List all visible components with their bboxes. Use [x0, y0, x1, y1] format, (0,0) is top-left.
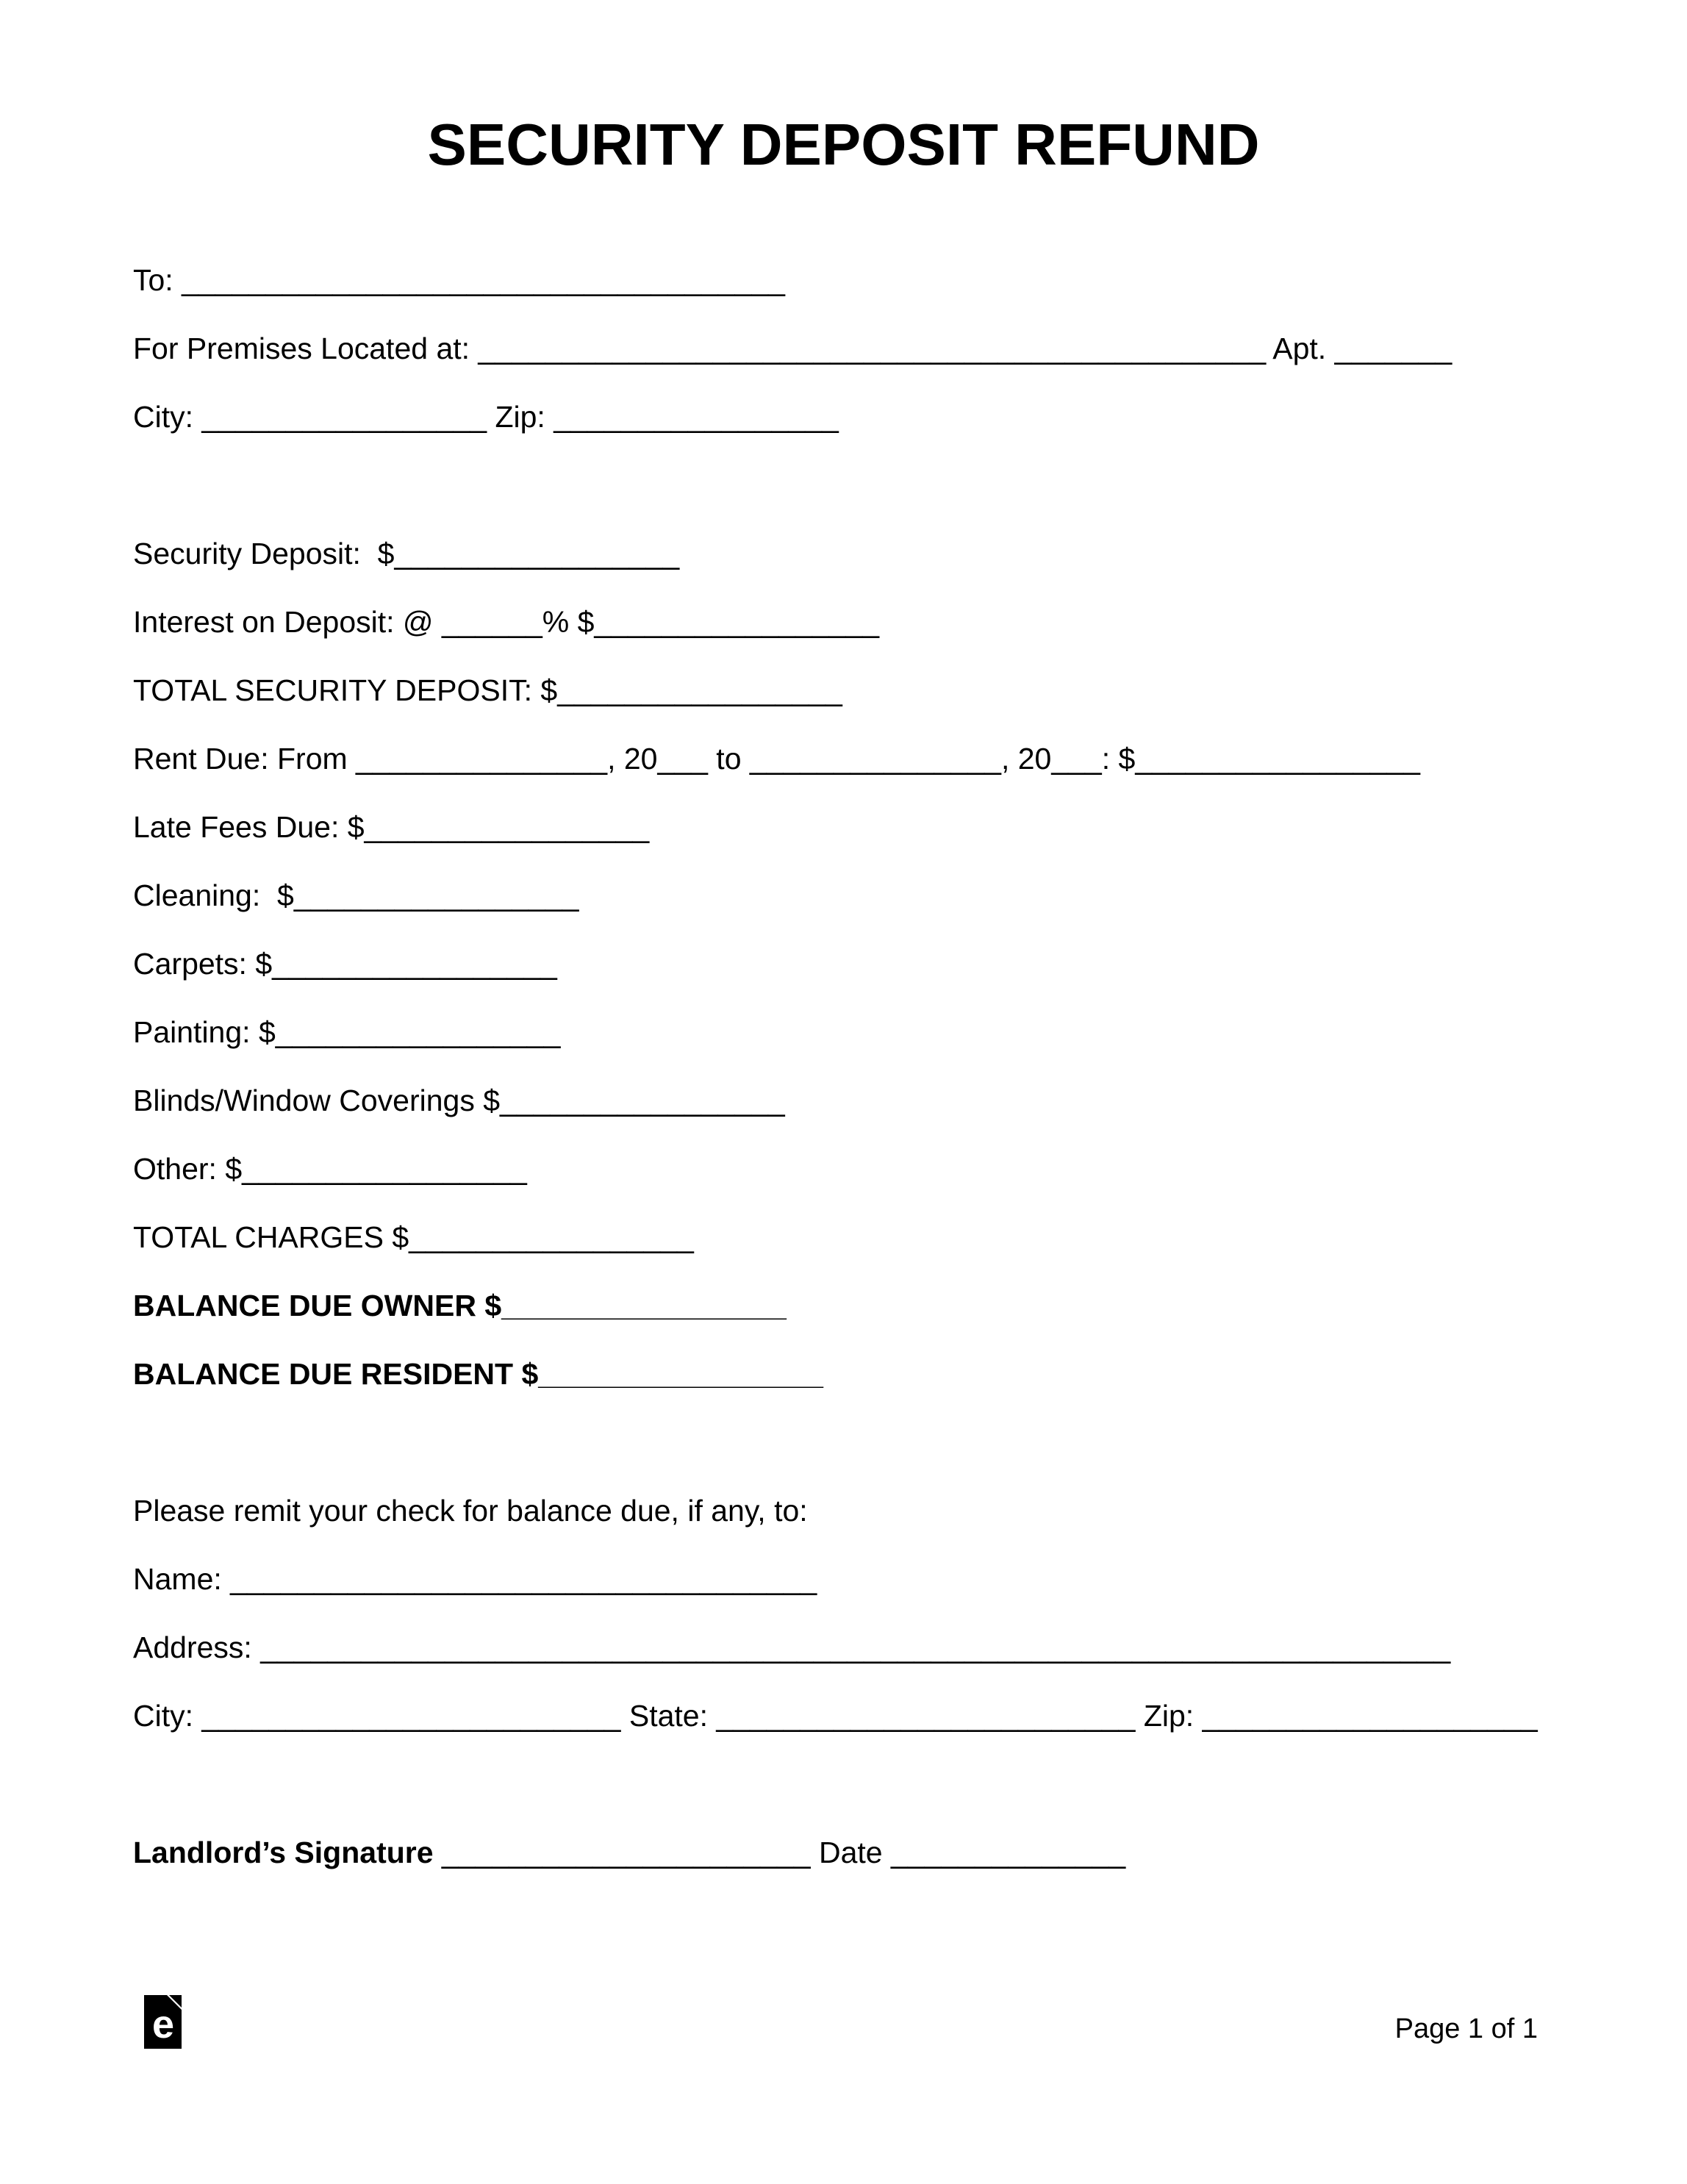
field-row-total-charges [133, 1218, 1554, 1286]
total-security-deposit-input-line[interactable]: _________________ [557, 673, 842, 707]
field-row-to [133, 261, 1554, 329]
spacer-row [133, 466, 1554, 534]
remit-city-input-line[interactable]: _________________________ [201, 1699, 621, 1733]
landlord-signature-label: Landlord’s Signature [133, 1836, 442, 1869]
remit-address-input-line[interactable]: _______________________________________________________________________ [260, 1630, 1451, 1664]
field-row-address [133, 1628, 1554, 1697]
field-row-balance-due-owner [133, 1286, 1554, 1355]
rent-from-input-line[interactable]: _______________ [356, 742, 608, 776]
logo-letter: e [151, 2002, 175, 2047]
rent-from-year-input-line[interactable]: ___ [657, 742, 708, 776]
remit-city-label: City: [133, 1699, 202, 1733]
balance-due-owner-label: BALANCE DUE OWNER $ [133, 1289, 502, 1322]
spacer-row [133, 1423, 1554, 1492]
field-row-late-fees [133, 808, 1554, 876]
remit-state-label: State: [620, 1699, 717, 1733]
field-row-interest [133, 603, 1554, 671]
premises-label: For Premises Located at: [133, 332, 479, 365]
signature-input-line[interactable]: ______________________ [441, 1836, 811, 1869]
balance-due-owner-input-line[interactable]: _________________ [501, 1289, 787, 1322]
name-label: Name: [133, 1562, 231, 1596]
rent-sep-2: to [707, 742, 750, 776]
security-deposit-label: Security Deposit: $ [133, 537, 395, 570]
field-row-painting [133, 1013, 1554, 1081]
blinds-input-line[interactable]: _________________ [500, 1084, 785, 1117]
remit-note [133, 1492, 1554, 1560]
to-input-line[interactable]: ____________________________________ [182, 263, 785, 297]
remit-note-text: Please remit your check for balance due, if any, to: [133, 1494, 808, 1528]
rent-sep-3: , 20 [1000, 742, 1052, 776]
field-row-balance-due-resident [133, 1355, 1554, 1423]
interest-label: Interest on Deposit: @ [133, 605, 442, 639]
page-title: SECURITY DEPOSIT REFUND [427, 112, 1260, 177]
form-body [133, 261, 1554, 1902]
premises-input-line[interactable]: _______________________________________________ [478, 332, 1267, 365]
zip-label: Zip: [487, 400, 554, 434]
total-charges-label: TOTAL CHARGES $ [133, 1220, 409, 1254]
cleaning-input-line[interactable]: _________________ [293, 878, 579, 912]
field-row-rent-due [133, 740, 1554, 808]
carpets-label: Carpets: $ [133, 947, 273, 981]
late-fees-input-line[interactable]: _________________ [364, 810, 650, 844]
rent-amount-input-line[interactable]: _________________ [1135, 742, 1420, 776]
field-row-name [133, 1560, 1554, 1628]
security-deposit-input-line[interactable]: _________________ [394, 537, 680, 570]
painting-label: Painting: $ [133, 1015, 276, 1049]
date-input-line[interactable]: ______________ [890, 1836, 1126, 1869]
remit-name-input-line[interactable]: ___________________________________ [230, 1562, 817, 1596]
field-row-cleaning [133, 876, 1554, 945]
city-label: City: [133, 400, 202, 434]
total-security-deposit-label: TOTAL SECURITY DEPOSIT: $ [133, 673, 558, 707]
balance-due-resident-input-line[interactable]: _________________ [538, 1357, 823, 1391]
field-row-carpets [133, 945, 1554, 1013]
late-fees-label: Late Fees Due: $ [133, 810, 365, 844]
zip-input-line[interactable]: _________________ [554, 400, 839, 434]
field-row-premises [133, 329, 1554, 398]
painting-input-line[interactable]: _________________ [275, 1015, 561, 1049]
field-row-security-deposit [133, 534, 1554, 603]
apt-label: Apt. [1266, 332, 1335, 365]
field-row-total-security-deposit [133, 671, 1554, 740]
field-row-city-zip [133, 398, 1554, 466]
address-label: Address: [133, 1630, 261, 1664]
rent-to-year-input-line[interactable]: ___ [1051, 742, 1102, 776]
remit-zip-input-line[interactable]: ____________________ [1202, 1699, 1538, 1733]
interest-amount-input-line[interactable]: _________________ [594, 605, 880, 639]
spacer-row [133, 1765, 1554, 1833]
interest-rate-input-line[interactable]: ______ [441, 605, 542, 639]
rent-sep-4: : $ [1101, 742, 1136, 776]
remit-state-input-line[interactable]: _________________________ [716, 1699, 1136, 1733]
other-input-line[interactable]: _________________ [242, 1152, 527, 1186]
field-row-city-state-zip [133, 1697, 1554, 1765]
rent-sep-1: , 20 [607, 742, 658, 776]
page-number: Page 1 of 1 [1394, 2013, 1538, 2044]
carpets-input-line[interactable]: _________________ [272, 947, 557, 981]
other-label: Other: $ [133, 1152, 243, 1186]
rent-due-label: Rent Due: From [133, 742, 357, 776]
to-label: To: [133, 263, 182, 297]
field-row-blinds [133, 1081, 1554, 1150]
date-label: Date [810, 1836, 891, 1869]
field-row-other [133, 1150, 1554, 1218]
cleaning-label: Cleaning: $ [133, 878, 294, 912]
blinds-label: Blinds/Window Coverings $ [133, 1084, 501, 1117]
total-charges-input-line[interactable]: _________________ [409, 1220, 694, 1254]
apt-input-line[interactable]: _______ [1334, 332, 1453, 365]
eforms-document-icon [144, 1995, 182, 2049]
balance-due-resident-label: BALANCE DUE RESIDENT $ [133, 1357, 539, 1391]
interest-amount-label: % $ [542, 605, 595, 639]
field-row-signature [133, 1833, 1554, 1902]
rent-to-input-line[interactable]: _______________ [749, 742, 1001, 776]
remit-zip-label: Zip: [1135, 1699, 1203, 1733]
city-input-line[interactable]: _________________ [201, 400, 487, 434]
